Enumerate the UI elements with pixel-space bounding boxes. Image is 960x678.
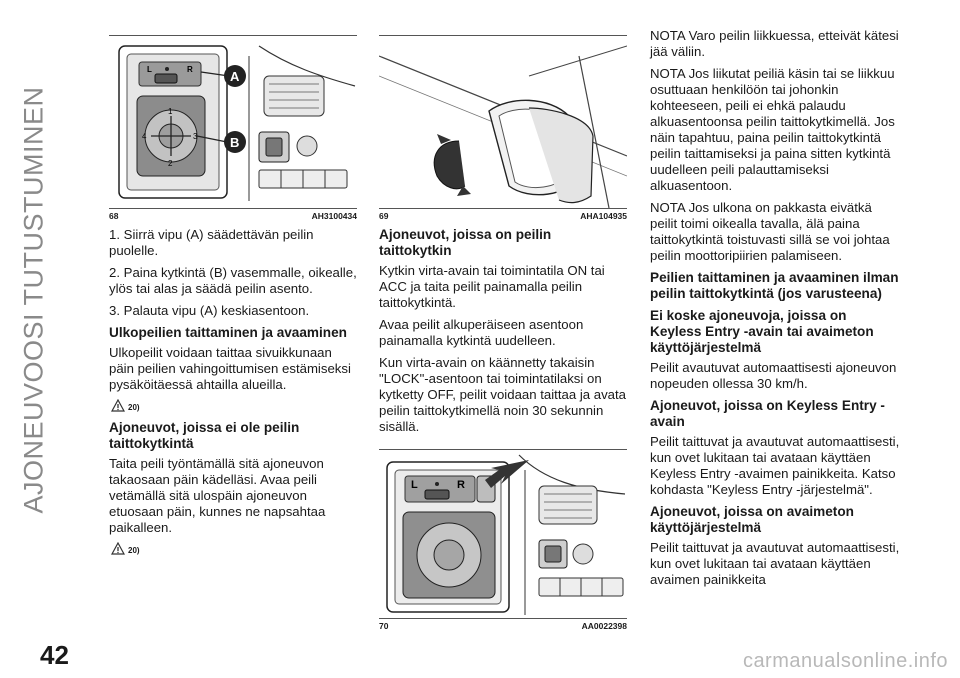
fold-switch-illustration	[379, 450, 627, 618]
heading-folding-mirrors: Ulkopeilien taittaminen ja avaaminen	[109, 325, 347, 340]
heading-keyless-operation: Ajoneuvot, joissa on avaimeton käyttöjärjestelmä	[650, 504, 854, 535]
page-number: 42	[40, 640, 69, 670]
heading-no-fold-switch: Ajoneuvot, joissa ei ole peilin taittokytkintä	[109, 420, 300, 451]
warning-ref-1-text: 20)	[128, 403, 140, 412]
step-3-text: 3. Palauta vipu (A) keskiasentoon.	[109, 303, 310, 318]
direction-3-label: 3	[193, 132, 198, 141]
auto-open-speed-text: Peilit avautuvat automaattisesti ajoneuvon nopeuden ollessa 30 km/h.	[650, 360, 897, 391]
step-2-text: 2. Paina kytkintä (B) vasemmalle, oikealle, ylös tai alas ja säädä peilin asento.	[109, 265, 357, 296]
warning-icon	[111, 399, 125, 412]
heading-without-fold-switch: Peilien taittaminen ja avaaminen ilman peilin taittokytkintä (jos varusteena)	[650, 270, 899, 301]
knob-r-label: R	[187, 65, 193, 74]
folding-mirror-illustration	[379, 36, 627, 208]
knob-l-label: L	[411, 479, 418, 491]
watermark: carmanualsonline.info	[742, 650, 948, 672]
warning-ref-2-text: 20)	[128, 546, 140, 555]
figure-70	[379, 449, 627, 618]
figure-70-caption	[379, 618, 627, 631]
chapter-title-text: AJONEUVOOSI TUTUSTUMINEN	[18, 86, 49, 514]
warning-ref-2	[111, 542, 357, 555]
figure-69-code: AHA104935	[580, 211, 627, 221]
figure-68-number: 68	[109, 211, 119, 221]
figure-68-code: AH3100434	[311, 211, 357, 221]
fold-switch-text-2: Avaa peilit alkuperäiseen asentoon painamalla kytkintä uudelleen.	[379, 317, 584, 348]
column-3	[650, 28, 900, 594]
figure-70-number: 70	[379, 621, 389, 631]
step-1-text: 1. Siirrä vipu (A) säädettävän peilin puolelle.	[109, 227, 314, 258]
heading-with-fold-switch: Ajoneuvot, joissa on peilin taittokytkin	[379, 227, 552, 258]
column-1	[109, 35, 357, 563]
direction-2-label: 2	[168, 159, 173, 168]
fold-switch-text-1: Kytkin virta-avain tai toimintatila ON tai ACC ja taita peilit painamalla peilin taittokytkintä.	[379, 263, 605, 310]
figure-69-number: 69	[379, 211, 389, 221]
warning-ref-1	[111, 399, 357, 412]
chapter-side-title	[4, 20, 64, 580]
note-1-text: NOTA Varo peilin liikkuessa, etteivät kätesi jää väliin.	[650, 28, 899, 59]
heading-keyless-entry: Ajoneuvot, joissa on Keyless Entry -avain	[650, 398, 885, 429]
column-2	[379, 35, 627, 637]
figure-69	[379, 35, 627, 208]
mirror-switch-illustration	[109, 36, 357, 208]
fold-switch-text-3: Kun virta-avain on käännetty takaisin "LOCK"-asentoon tai toimintatilaksi on kytketty OFF, peilit voidaan taittaa ja avata peilin taittokytkimellä noin 30 sekunnin sisällä.	[379, 355, 627, 434]
figure-68-caption	[109, 208, 357, 221]
direction-1-label: 1	[168, 107, 173, 116]
callout-a-label: A	[230, 69, 240, 84]
direction-4-label: 4	[142, 132, 147, 141]
heading-not-keyless: Ei koske ajoneuvoja, joissa on Keyless Entry -avain tai avaimeton käyttöjärjestelmä	[650, 308, 874, 355]
callout-b-label: B	[230, 135, 240, 150]
knob-r-label: R	[457, 479, 465, 491]
figure-68	[109, 35, 357, 208]
figure-70-code: AA0022398	[581, 621, 627, 631]
note-2-text: NOTA Jos liikutat peiliä käsin tai se liikkuu osuttuaan henkilöön tai johonkin kohteeseen, peili ei ehkä palaudu alkuasentoonsa peilin taittokytkimellä. Jos näin tapahtuu, paina peilin taittokytkintä peilin taittamiseksi ja paina sitten kytkintä uudelleen peili palauttamiseksi alkuasentoon.	[650, 66, 895, 193]
warning-icon	[111, 542, 125, 555]
folding-intro-text: Ulkopeilit voidaan taittaa sivuikkunaan päin peilien vahingoittumisen estämiseksi pysäköitäessä ahtailla alueilla.	[109, 345, 351, 392]
figure-69-caption	[379, 208, 627, 221]
keyless-entry-text: Peilit taittuvat ja avautuvat automaattisesti, kun ovet lukitaan tai avataan käyttäen Keyless Entry -avaimen painikkeita. Katso kohdasta "Keyless Entry -järjestelmä".	[650, 434, 900, 497]
knob-l-label: L	[147, 65, 152, 74]
manual-fold-text: Taita peili työntämällä sitä ajoneuvon takaosaan päin kädelläsi. Avaa peili vetämällä sitä ulospäin ajoneuvon etuosaan päin, kunnes ne napsahtaa paikalleen.	[109, 456, 326, 535]
note-3-text: NOTA Jos ulkona on pakkasta eivätkä peilit toimi oikealla tavalla, älä paina taittokytkintä toistuvasti sillä se voi johtaa peilin moottoripiirien palamiseen.	[650, 200, 890, 263]
keyless-operation-text: Peilit taittuvat ja avautuvat automaattisesti, kun ovet lukitaan tai avataan käyttäen avaimen painikkeita	[650, 540, 900, 587]
